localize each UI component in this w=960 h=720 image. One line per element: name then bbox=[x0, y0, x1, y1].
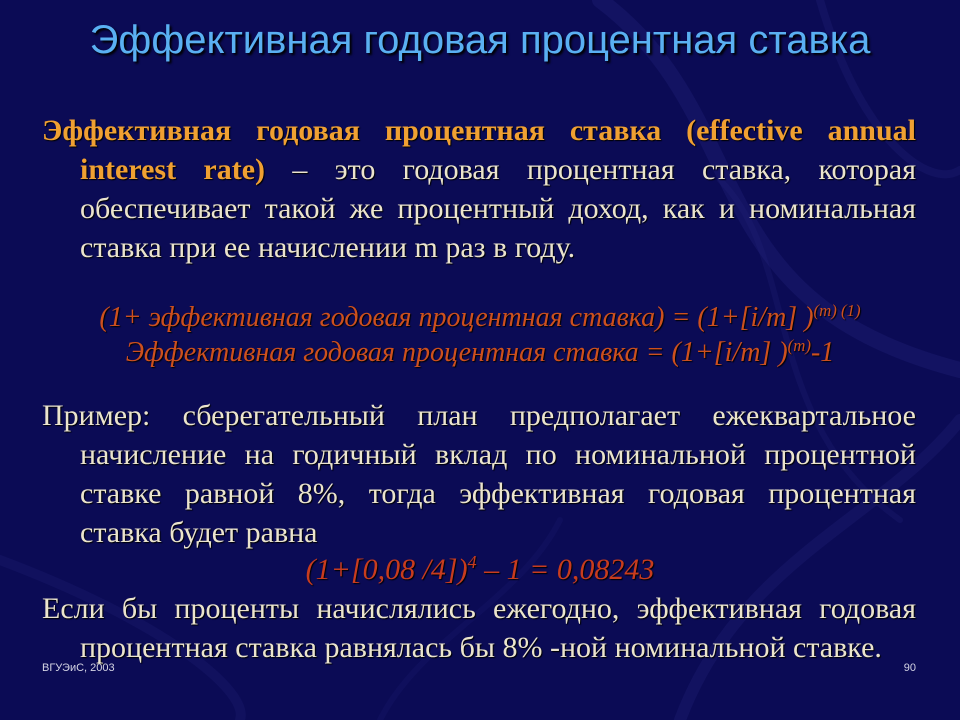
example-line-2: начисление на годичный вклад по номинальной процентной bbox=[80, 438, 916, 471]
definition-line-2 bbox=[80, 150, 916, 189]
definition-line-4: ставка при ее начислении m раз в году. bbox=[80, 231, 576, 264]
conclusion-line-2: процентная ставка равнялась бы 8% -ной номинальной ставке. bbox=[80, 631, 882, 664]
example-formula-main: (1+[0,08 /4]) bbox=[305, 553, 468, 586]
example-formula-result: – 1 = 0,08243 bbox=[476, 553, 655, 586]
slide-title: Эффективная годовая процентная ставка bbox=[89, 18, 871, 62]
footer-source: ВГУЭиС, 2003 bbox=[42, 662, 115, 674]
example-line-1: Пример: сберегательный план предполагает ежеквартальное bbox=[42, 399, 916, 432]
conclusion-line-1: Если бы проценты начислялись ежегодно, эффективная годовая bbox=[42, 592, 916, 625]
formula-2-superscript: (m) bbox=[787, 335, 811, 355]
formula-1-superscript: (m) (1) bbox=[813, 300, 861, 320]
definition-paragraph bbox=[42, 111, 916, 267]
example-formula-exponent: 4 bbox=[467, 552, 477, 573]
example-line-4: ставка будет равна bbox=[80, 516, 318, 549]
example-line-3: ставке равной 8%, тогда эффективная годовая процентная bbox=[80, 477, 916, 510]
defined-term: Эффективная годовая процентная ставка (effective annual bbox=[42, 114, 916, 147]
formula-block bbox=[0, 302, 960, 372]
definition-text: – это годовая процентная ставка, которая bbox=[265, 153, 916, 186]
definition-line-3: обеспечивает такой же процентный доход, как и номинальная bbox=[80, 192, 916, 225]
example-formula bbox=[0, 552, 960, 591]
formula-2-main: Эффективная годовая процентная ставка = (1+[i/m] ) bbox=[125, 337, 788, 368]
example-paragraph bbox=[42, 396, 916, 552]
slide-number: 90 bbox=[903, 662, 916, 674]
formula-line-1 bbox=[0, 302, 960, 337]
formula-1-main: (1+ эффективная годовая процентная ставка) = (1+[i/m] ) bbox=[99, 302, 814, 333]
conclusion-paragraph bbox=[42, 589, 916, 667]
defined-term-continued: interest rate) bbox=[80, 153, 266, 186]
formula-2-tail: -1 bbox=[810, 337, 835, 368]
formula-line-2 bbox=[0, 337, 960, 372]
definition-line-1 bbox=[42, 111, 916, 150]
